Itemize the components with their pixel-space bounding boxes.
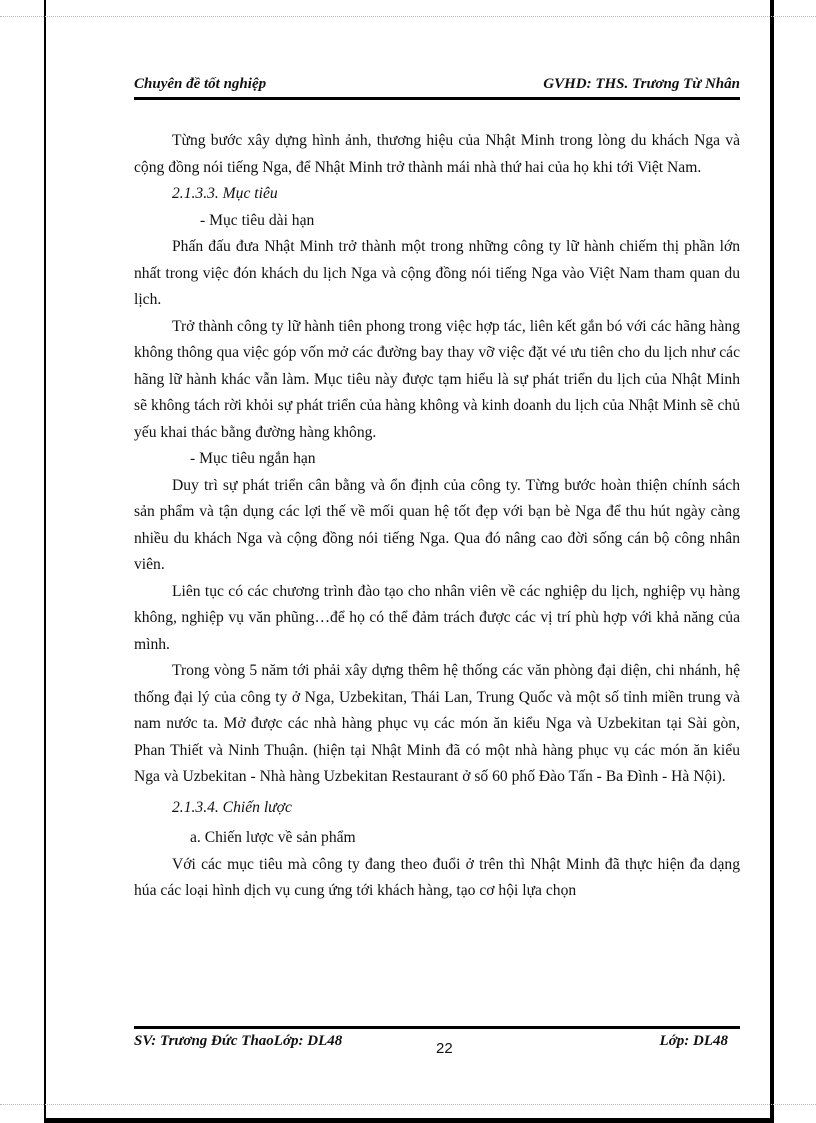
paragraph-6: Trong vòng 5 năm tới phải xây dựng thêm hệ thống các văn phòng đại diện, chi nhánh, hệ thống đại lý của công ty ở Nga, Uzbekitan, Thái Lan, Trung Quốc và một số tỉnh miền trung và nam nước ta. Mở được các nhà hàng phục vụ các món ăn kiểu Nga và Uzbekitan tại Sài gòn, Phan Thiết và Ninh Thuận. (hiện tại Nhật Minh đã có một nhà hàng phục vụ các món ăn kiểu Nga và Uzbekitan - Nhà hàng Uzbekitan Restaurant ở số 60 phố Đào Tấn - Ba Đình - Hà Nội). — [134, 662, 740, 785]
footer-student: SV: Trương Đức ThaoLớp: DL48 — [134, 1033, 343, 1049]
section-heading-chien-luoc: 2.1.3.4. Chiến lược — [172, 798, 292, 816]
header-right: GVHD: THS. Trương Từ Nhân — [543, 76, 740, 92]
short-term-goal-label: - Mục tiêu ngắn hạn — [190, 450, 316, 467]
section-heading-muc-tieu: 2.1.3.3. Mục tiêu — [172, 185, 278, 202]
bottom-margin-guide — [0, 1104, 816, 1105]
strategy-item-a: a. Chiến lược về sản phẩm — [190, 829, 356, 846]
long-term-goal-label: - Mục tiêu dài hạn — [200, 211, 315, 229]
page-content — [134, 128, 740, 905]
top-margin-guide — [0, 16, 816, 17]
header-left: Chuyên đề tốt nghiệp — [134, 76, 267, 92]
paragraph-1: Từng bước xây dựng hình ảnh, thương hiệu của Nhật Minh trong lòng du khách Nga và cộng đồng nói tiếng Nga, để Nhật Minh trở thành mái nhà thứ hai của họ khi tới Việt Nam. — [134, 132, 740, 176]
page-header — [134, 76, 740, 93]
footer-rule — [134, 1026, 740, 1029]
paragraph-2: Phấn đấu đưa Nhật Minh trở thành một trong những công ty lữ hành chiếm thị phần lớn nhất trong việc đón khách du lịch Nga và cộng đồng nói tiếng Nga vào Việt Nam tham quan du lịch. — [134, 238, 740, 308]
header-rule — [134, 97, 740, 100]
page-frame-bottom — [44, 1118, 774, 1123]
paragraph-3: Trở thành công ty lữ hành tiên phong trong việc hợp tác, liên kết gắn bó với các hãng hàng không thông qua việc góp vốn mở các đường bay thay vỡ việc đặt vé ưu tiên cho du lịch như các hãng lữ hành khác vẫn làm. Mục tiêu này được tạm hiểu là sự phát triển du lịch của Nhật Minh sẽ không tách rời khỏi sự phát triển của hàng không và kinh doanh du lịch của Nhật Minh sẽ chủ yếu khai thác bằng đường hàng không. — [134, 317, 740, 441]
footer-class: Lớp: DL48 — [659, 1033, 728, 1049]
paragraph-7: Với các mục tiêu mà công ty đang theo đuổi ở trên thì Nhật Minh đã thực hiện đa dạng húa các loại hình dịch vụ cung ứng tới khách hàng, tạo cơ hội lựa chọn — [134, 855, 740, 899]
paragraph-4: Duy trì sự phát triển cân bằng và ổn định của công ty. Từng bước hoàn thiện chính sách sản phẩm và tận dụng các lợi thế về mối quan hệ tốt đẹp với bạn bè Nga để thu hút ngày càng nhiều du khách Nga và cộng đồng nói tiếng Nga. Qua đó nâng cao đời sống cán bộ công nhân viên. — [134, 476, 740, 573]
page-number: 22 — [436, 1040, 453, 1057]
paragraph-5: Liên tục có các chương trình đào tạo cho nhân viên về các nghiệp du lịch, nghiệp vụ hàng không, nghiệp vụ văn phũng…để họ có thể đảm trách được các vị trí phù hợp với khả năng của mình. — [134, 582, 740, 653]
